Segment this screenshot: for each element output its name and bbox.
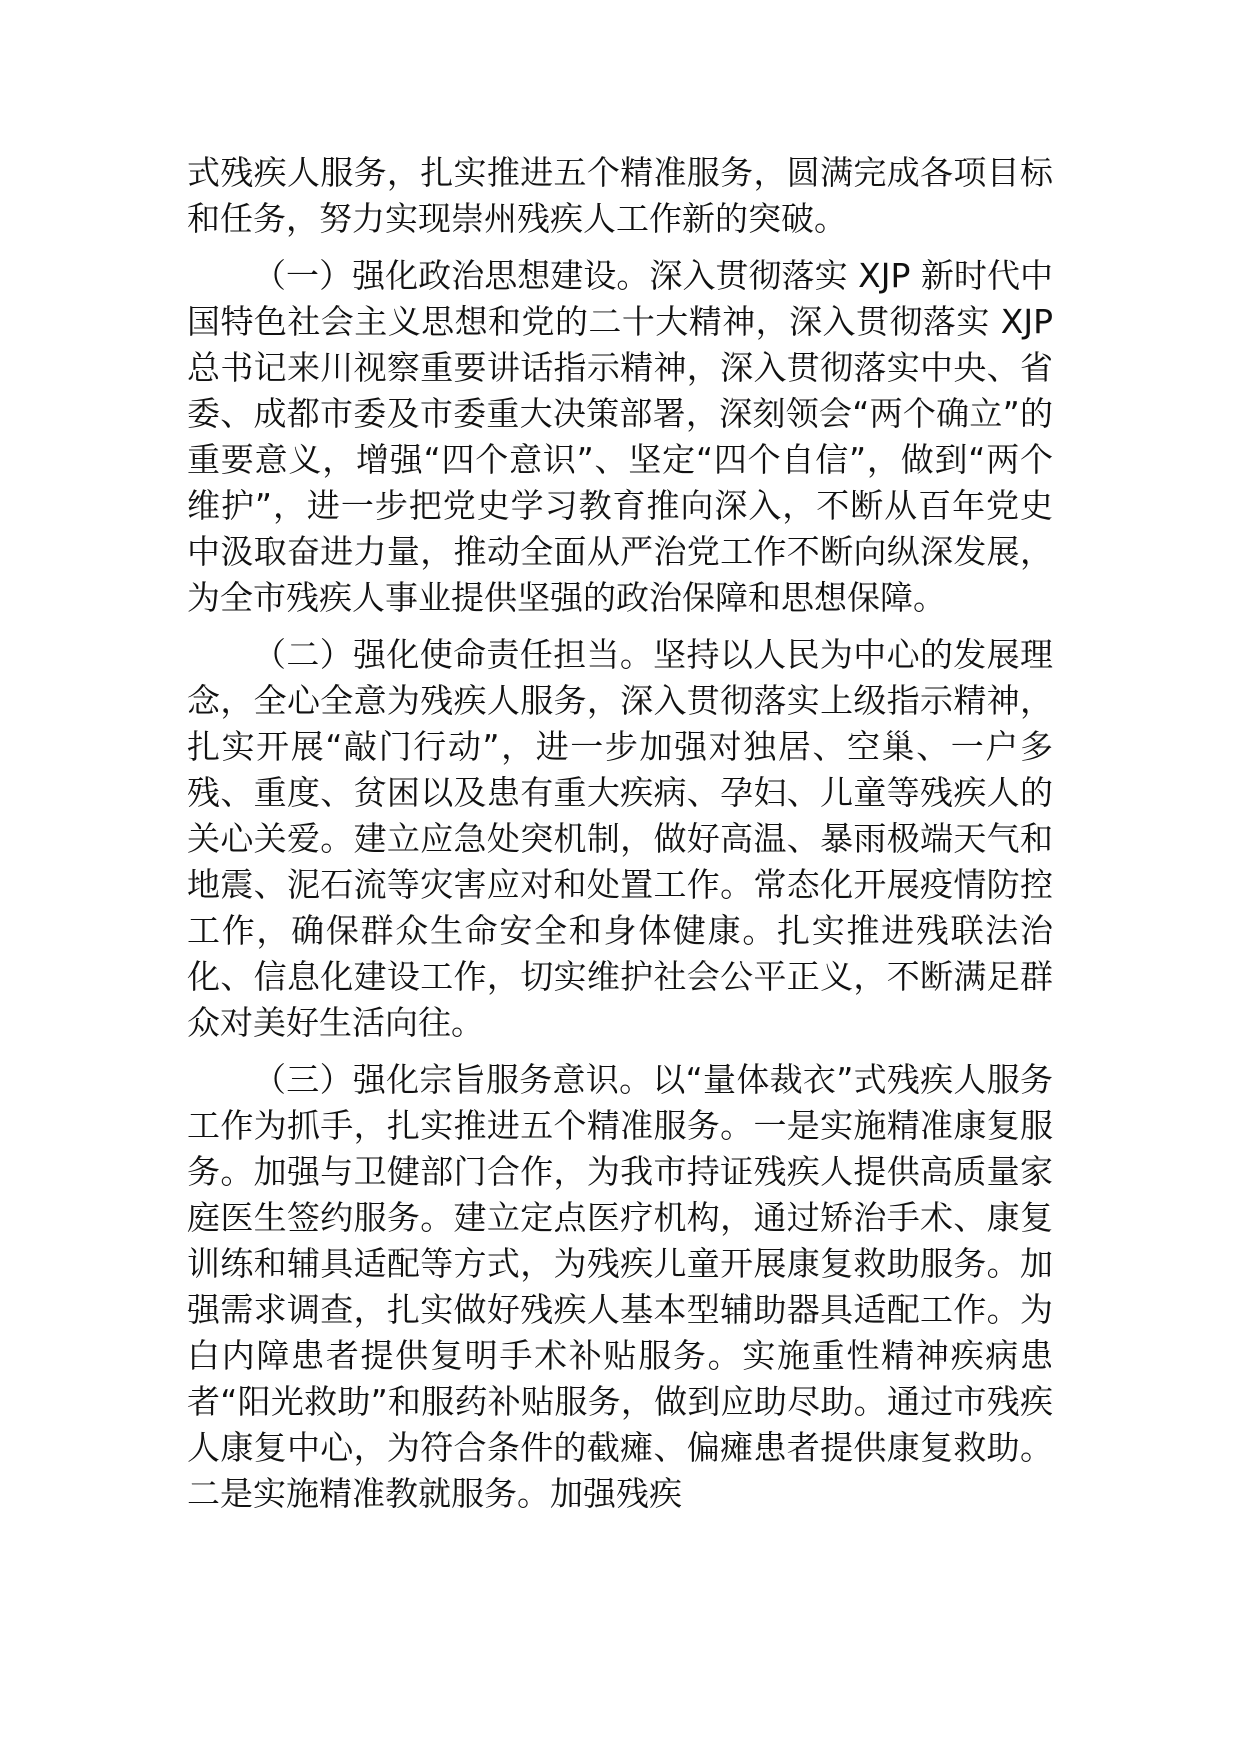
paragraph-intro: 式残疾人服务，扎实推进五个精准服务，圆满完成各项目标和任务，努力实现崇州残疾人工作新的突破。 <box>187 153 1053 238</box>
document-page <box>187 150 1053 1528</box>
paragraph-service-awareness: （三）强化宗旨服务意识。以“量体裁衣”式残疾人服务工作为抓手，扎实推进五个精准服务。一是实施精准康复服务。加强与卫健部门合作，为我市持证残疾人提供高质量家庭医生签约服务。建立定点医疗机构，通过矫治手术、康复训练和辅具适配等方式，为残疾儿童开展康复救助服务。加强需求调查，扎实做好残疾人基本型辅助器具适配工作。为白内障患者提供复明手术补贴服务。实施重性精神疾病患者“阳光救助”和服药补贴服务，做到应助尽助。通过市残疾人康复中心，为符合条件的截瘫、偏瘫患者提供康复救助。二是实施精准教就服务。加强残疾 <box>187 1060 1053 1513</box>
paragraph-mission-responsibility: （二）强化使命责任担当。坚持以人民为中心的发展理念，全心全意为残疾人服务，深入贯彻落实上级指示精神，扎实开展“敲门行动”，进一步加强对独居、空巢、一户多残、重度、贫困以及患有重大疾病、孕妇、儿童等残疾人的关心关爱。建立应急处突机制，做好高温、暴雨极端天气和地震、泥石流等灾害应对和处置工作。常态化开展疫情防控工作，确保群众生命安全和身体健康。扎实推进残联法治化、信息化建设工作，切实维护社会公平正义，不断满足群众对美好生活向往。 <box>187 635 1053 1042</box>
paragraph-political-thought: （一）强化政治思想建设。深入贯彻落实 XJP 新时代中国特色社会主义思想和党的二十大精神，深入贯彻落实 XJP 总书记来川视察重要讲话指示精神，深入贯彻落实中央、省委、成都市委及市委重大决策部署，深刻领会“两个确立”的重要意义，增强“四个意识”、坚定“四个自信”，做到“两个维护”，进一步把党史学习教育推向深入，不断从百年党史中汲取奋进力量，推动全面从严治党工作不断向纵深发展，为全市残疾人事业提供坚强的政治保障和思想保障。 <box>187 256 1053 617</box>
